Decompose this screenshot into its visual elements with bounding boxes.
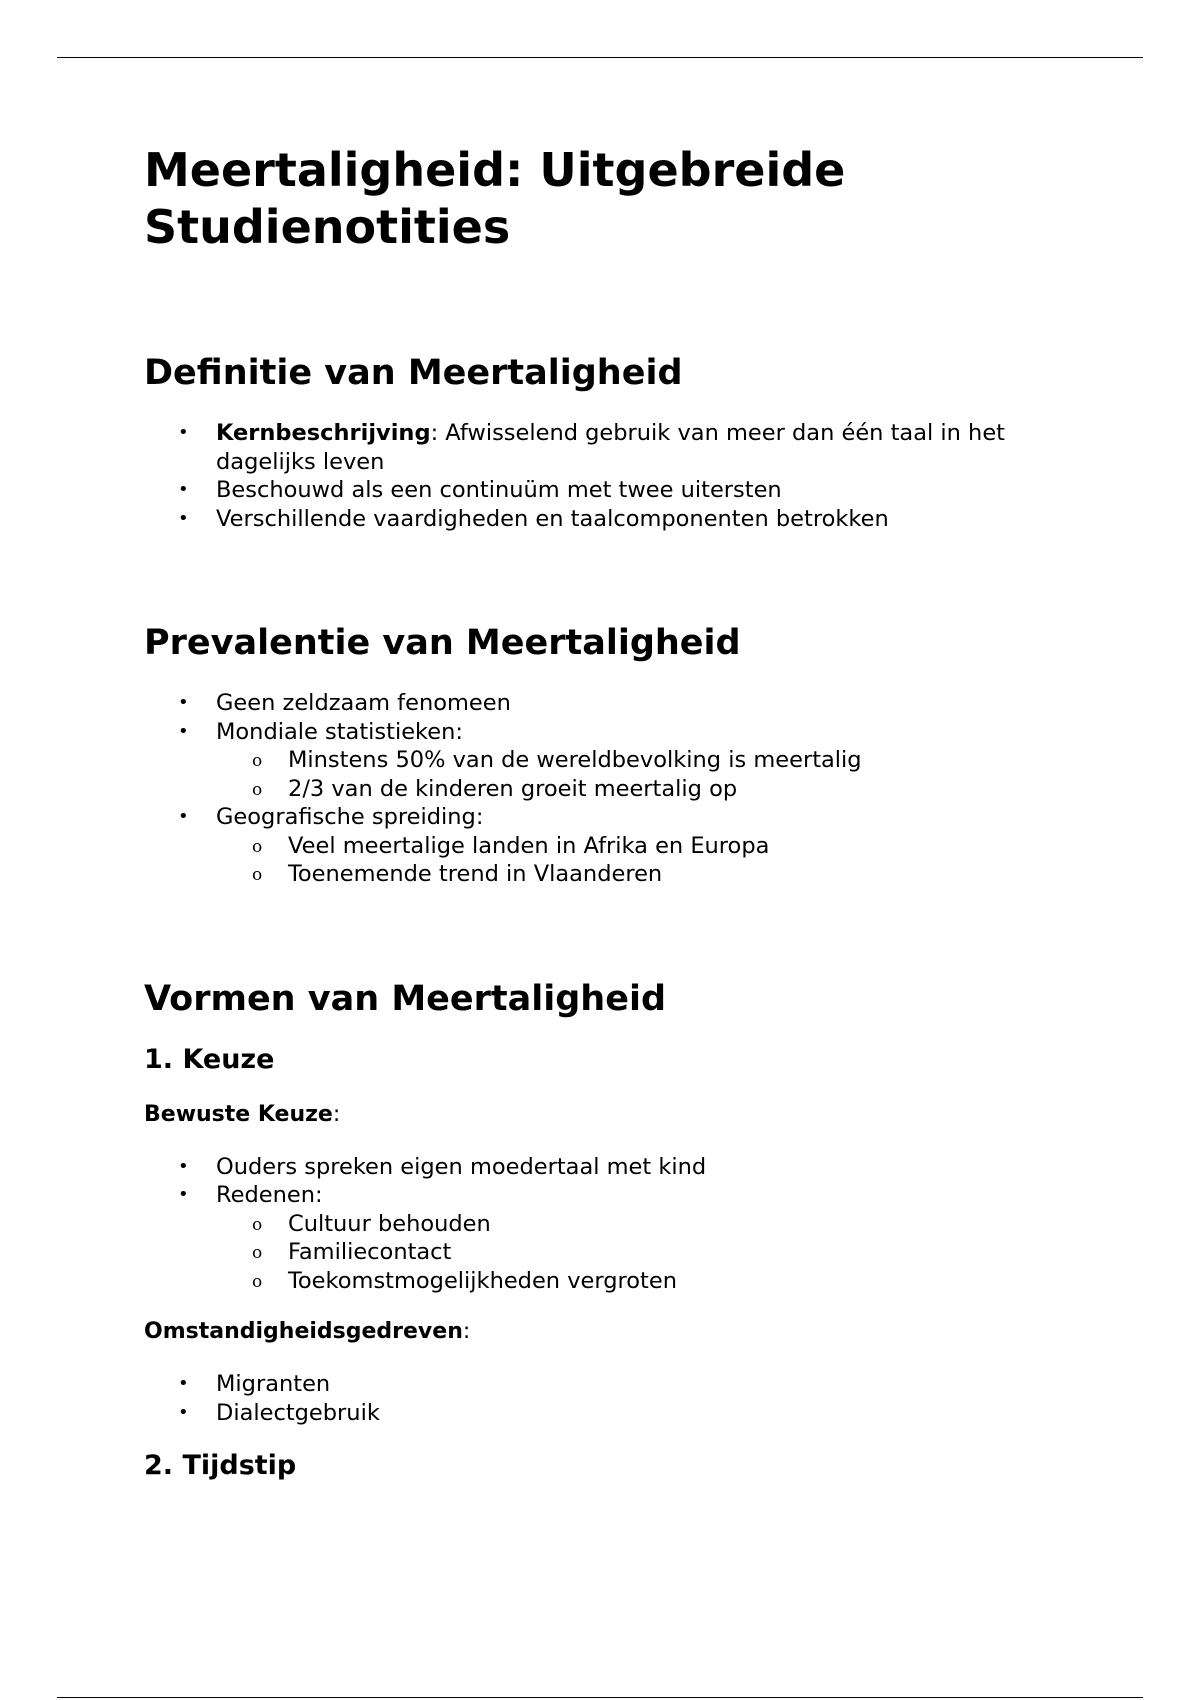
section-heading-forms: Vormen van Meertaligheid: [144, 978, 666, 1019]
label-omstandigheidsgedreven-text: Omstandigheidsgedreven: [144, 1319, 463, 1344]
list-item-text: Dialectgebruik: [216, 1399, 380, 1426]
list-item: [144, 803, 1104, 889]
sub-list: [216, 1210, 1104, 1296]
sub-list-item-text: Minstens 50% van de wereldbevolking is meertalig: [288, 747, 862, 773]
sub-list-item: [216, 860, 1104, 889]
sub-list-item: [216, 1238, 1104, 1267]
top-page-rule: [57, 57, 1143, 58]
label-bewuste-keuze-text: Bewuste Keuze: [144, 1101, 333, 1127]
sub-list-item-text: Cultuur behouden: [288, 1210, 491, 1237]
sub-list-item-text: Toenemende trend in Vlaanderen: [288, 861, 663, 887]
list-item-text: : Afwisselend gebruik van meer dan één taal in het dagelijks leven: [216, 420, 1005, 475]
bottom-page-rule: [57, 1697, 1143, 1698]
sub-list-item: [216, 832, 1104, 861]
colon: :: [462, 1319, 471, 1344]
list-item: [144, 476, 1104, 505]
omstandigheidsgedreven-list: [144, 1370, 1104, 1427]
sub-list-item: [216, 775, 1104, 804]
list-item-text: Migranten: [216, 1371, 331, 1397]
sub-list-item: [216, 1267, 1104, 1296]
subsection-heading-keuze: 1. Keuze: [144, 1043, 275, 1075]
sub-list-item-text: 2/3 van de kinderen groeit meertalig op: [288, 775, 738, 802]
section-heading-definition: Definitie van Meertaligheid: [144, 353, 683, 393]
colon: :: [332, 1101, 341, 1127]
list-item: [144, 1399, 1104, 1428]
list-item: [144, 505, 1104, 534]
sub-list: [216, 746, 1104, 803]
list-item: [144, 1370, 1104, 1399]
list-item: [144, 689, 1104, 718]
bold-term: Kernbeschrijving: [216, 420, 431, 446]
list-item-text: Mondiale statistieken:: [216, 718, 463, 745]
list-item: [144, 718, 1104, 804]
list-item-text: Redenen:: [216, 1182, 323, 1208]
definition-list: [144, 419, 1104, 533]
sub-list: [216, 832, 1104, 889]
list-item-text: Geografische spreiding:: [216, 804, 484, 830]
document-title: Meertaligheid: Uitgebreide Studienotities: [144, 143, 846, 254]
subsection-heading-tijdstip: 2. Tijdstip: [144, 1450, 297, 1481]
list-item: [144, 1181, 1104, 1295]
section-heading-prevalence: Prevalentie van Meertaligheid: [144, 623, 741, 663]
sub-list-item: [216, 746, 1104, 775]
sub-list-item-text: Toekomstmogelijkheden vergroten: [288, 1267, 677, 1294]
document-body: [144, 142, 1104, 1483]
sub-list-item-text: Familiecontact: [288, 1239, 452, 1265]
sub-list-item: [216, 1210, 1104, 1239]
list-item-text: Beschouwd als een continuüm met twee uitersten: [216, 477, 782, 503]
list-item: [144, 1153, 1104, 1182]
prevalence-list: [144, 689, 1104, 889]
list-item-text: Verschillende vaardigheden en taalcomponenten betrokken: [216, 505, 889, 532]
list-item-text: Geen zeldzaam fenomeen: [216, 690, 511, 716]
list-item: [144, 419, 1104, 476]
sub-list-item-text: Veel meertalige landen in Afrika en Europa: [288, 832, 770, 859]
label-bewuste-keuze: [144, 1101, 1104, 1129]
list-item-text: Ouders spreken eigen moedertaal met kind: [216, 1153, 707, 1180]
label-omstandigheidsgedreven: [144, 1318, 1104, 1346]
bewuste-keuze-list: [144, 1153, 1104, 1296]
